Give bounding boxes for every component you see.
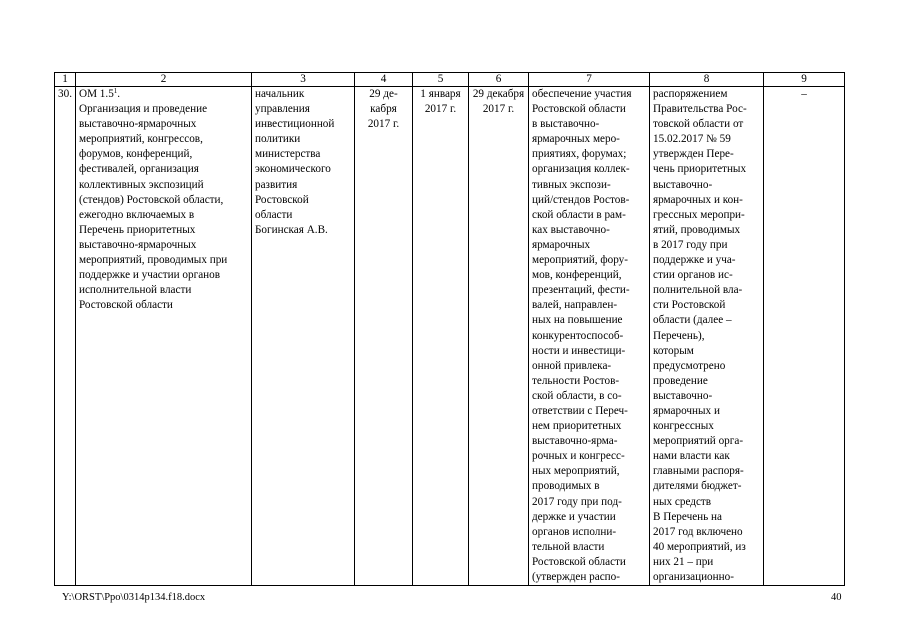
text-line: 1 января bbox=[420, 88, 461, 100]
text-line: обеспечение участия bbox=[531, 88, 632, 100]
text-line: Ростовской области bbox=[78, 299, 173, 312]
text-line: поддержке и уча- bbox=[652, 254, 736, 267]
text-line: распоряжением bbox=[652, 88, 728, 100]
text-line: Организация и проведение bbox=[78, 103, 208, 116]
text-line: валей, направлен- bbox=[531, 299, 618, 312]
text-line: выставочно- bbox=[652, 389, 713, 402]
planned-result-cell bbox=[528, 87, 649, 586]
text-line: тивных экспози- bbox=[531, 178, 611, 191]
text-line: мов, конференций, bbox=[531, 269, 622, 282]
measure-code: ОМ $1.5^1$. bbox=[78, 87, 121, 100]
text-line: онной привлека- bbox=[531, 359, 612, 372]
text-line: утвержден Пере- bbox=[652, 148, 734, 161]
row-number-text: 30. bbox=[58, 88, 72, 100]
text-line: В Перечень на bbox=[652, 510, 722, 523]
plan-table bbox=[54, 72, 845, 586]
text-line: развития bbox=[254, 178, 298, 191]
text-line: выставочно-ярмарочных bbox=[78, 238, 197, 251]
text-line: Правительства Рос- bbox=[652, 103, 747, 116]
text-line: 29 декабря bbox=[472, 88, 525, 100]
text-line: ответствии с Переч- bbox=[531, 404, 628, 417]
actual-start-date bbox=[416, 87, 465, 117]
text-line: товской области от bbox=[652, 118, 744, 131]
text-line: инвестиционной bbox=[254, 118, 335, 131]
text-line: мероприятий, фору- bbox=[531, 254, 628, 267]
text-line: ятий, проводимых bbox=[652, 223, 741, 236]
text-line: Ростовской bbox=[254, 193, 309, 206]
text-line: фестивалей, организация bbox=[78, 163, 199, 176]
text-line: Перечень), bbox=[652, 329, 705, 342]
actual-start-date-cell bbox=[412, 87, 468, 586]
column-number: 9 bbox=[763, 73, 844, 87]
text-line: нами власти как bbox=[652, 450, 730, 463]
text-line: тельности Ростов- bbox=[531, 374, 620, 387]
text-line: предусмотрено bbox=[652, 359, 726, 372]
text-line: мероприятий, проводимых при bbox=[78, 254, 228, 267]
text-line: ской области, в со- bbox=[531, 389, 622, 402]
text-line: сти Ростовской bbox=[652, 299, 726, 312]
text-line: ций/стендов Ростов- bbox=[531, 193, 630, 206]
text-line: органов исполни- bbox=[531, 525, 617, 538]
text-line: исполнительной власти bbox=[78, 284, 192, 297]
column-number: 7 bbox=[528, 73, 649, 87]
text-line: нем приоритетных bbox=[531, 420, 622, 433]
text-line: Богинская А.В. bbox=[254, 223, 328, 236]
text-line: 2017 г. bbox=[367, 118, 400, 131]
text-line: в 2017 году при bbox=[652, 238, 728, 251]
row-number bbox=[55, 87, 76, 586]
text-line: ярмарочных bbox=[531, 238, 591, 251]
text-line: экономического bbox=[254, 163, 331, 176]
text-line: начальник bbox=[254, 88, 305, 100]
text-line: ных мероприятий, bbox=[531, 465, 620, 478]
text-line: поддержке и участии органов bbox=[78, 269, 221, 282]
text-line: презентаций, фести- bbox=[531, 284, 630, 297]
column-number: 6 bbox=[468, 73, 528, 87]
text-line: политики bbox=[254, 133, 301, 146]
text-line: ярмарочных и bbox=[652, 404, 720, 417]
text-line: приятиях, форумах; bbox=[531, 148, 627, 161]
text-line: ности и инвестици- bbox=[531, 344, 626, 357]
column-number: 5 bbox=[412, 73, 468, 87]
text-line: ных на повышение bbox=[531, 314, 623, 327]
text-line: них 21 – при bbox=[652, 555, 714, 568]
column-number: 2 bbox=[75, 73, 251, 87]
text-line: организационно- bbox=[652, 571, 734, 583]
column-number: 3 bbox=[251, 73, 354, 87]
text-line: ской области в рам- bbox=[531, 208, 626, 221]
measure-cell bbox=[75, 87, 251, 586]
actual-end-date-cell bbox=[468, 87, 528, 586]
column-number: 8 bbox=[649, 73, 763, 87]
text-line: ках выставочно- bbox=[531, 223, 610, 236]
text-line: конкурентоспособ- bbox=[531, 329, 624, 342]
text-line: проведение bbox=[652, 374, 708, 387]
text-line: Ростовской области bbox=[531, 103, 626, 116]
text-line: области bbox=[254, 208, 293, 221]
text-line: кабря bbox=[370, 103, 397, 116]
actual-result-cell bbox=[649, 87, 763, 586]
text-line: рочных и конгресс- bbox=[531, 450, 625, 463]
text-line: в выставочно- bbox=[531, 118, 600, 131]
text-line: 40 мероприятий, из bbox=[652, 540, 746, 553]
text-line: ных средств bbox=[652, 495, 712, 508]
text-line: конгрессных bbox=[652, 420, 714, 433]
text-line: мероприятий орга- bbox=[652, 435, 744, 448]
actual-result-text bbox=[653, 87, 760, 585]
text-line: чень приоритетных bbox=[652, 163, 747, 176]
text-line: 15.02.2017 № 59 bbox=[652, 133, 731, 146]
text-line: 2017 г. bbox=[482, 103, 515, 116]
text-line: 29 де- bbox=[369, 88, 398, 100]
planned-end-date bbox=[358, 87, 409, 132]
text-line: 2017 год включено bbox=[652, 525, 743, 538]
text-line: ярмарочных меро- bbox=[531, 133, 620, 146]
responsible-cell bbox=[251, 87, 354, 586]
text-line: ярмарочных и кон- bbox=[652, 193, 743, 206]
text-line: управления bbox=[254, 103, 310, 116]
text-line: выставочно-ярмарочных bbox=[78, 118, 197, 131]
text-line: полнительной вла- bbox=[652, 284, 743, 297]
text-line: Перечень приоритетных bbox=[78, 223, 196, 236]
text-line: тельной власти bbox=[531, 540, 605, 553]
text-line: грессных меропри- bbox=[652, 208, 745, 221]
column-number: 1 bbox=[55, 73, 76, 87]
reasons-cell bbox=[763, 87, 844, 586]
column-number-row bbox=[55, 73, 845, 87]
text-line: держке и участии bbox=[531, 510, 616, 523]
reasons-text: – bbox=[801, 88, 807, 100]
page-number: 40 bbox=[831, 592, 842, 603]
text-line: министерства bbox=[254, 148, 321, 161]
text-line: (стендов) Ростовской области, bbox=[78, 193, 224, 206]
text-line: выставочно- bbox=[652, 178, 713, 191]
text-line: ежегодно включаемых в bbox=[78, 208, 195, 221]
planned-end-date-cell bbox=[354, 87, 412, 586]
text-line: дителями бюджет- bbox=[652, 480, 742, 493]
text-line: (утвержден распо- bbox=[531, 571, 620, 583]
text-line: Ростовской области bbox=[531, 555, 626, 568]
text-line: проводимых в bbox=[531, 480, 600, 493]
table-row bbox=[55, 87, 845, 586]
text-line: 2017 году при под- bbox=[531, 495, 622, 508]
column-number: 4 bbox=[354, 73, 412, 87]
document-path: Y:\ORST\Ppo\0314p134.f18.docx bbox=[62, 592, 206, 603]
text-line: 2017 г. bbox=[424, 103, 457, 116]
responsible-text bbox=[255, 87, 351, 238]
actual-end-date bbox=[472, 87, 525, 117]
text-line: стии органов ис- bbox=[652, 269, 733, 282]
measure-text bbox=[79, 102, 248, 313]
planned-result-text bbox=[532, 87, 646, 585]
text-line: коллективных экспозиций bbox=[78, 178, 204, 191]
text-line: мероприятий, конгрессов, bbox=[78, 133, 203, 146]
text-line: которым bbox=[652, 344, 694, 357]
text-line: области (далее – bbox=[652, 314, 732, 327]
text-line: организация коллек- bbox=[531, 163, 630, 176]
text-line: форумов, конференций, bbox=[78, 148, 193, 161]
text-line: главными распоря- bbox=[652, 465, 744, 478]
text-line: выставочно-ярма- bbox=[531, 435, 618, 448]
